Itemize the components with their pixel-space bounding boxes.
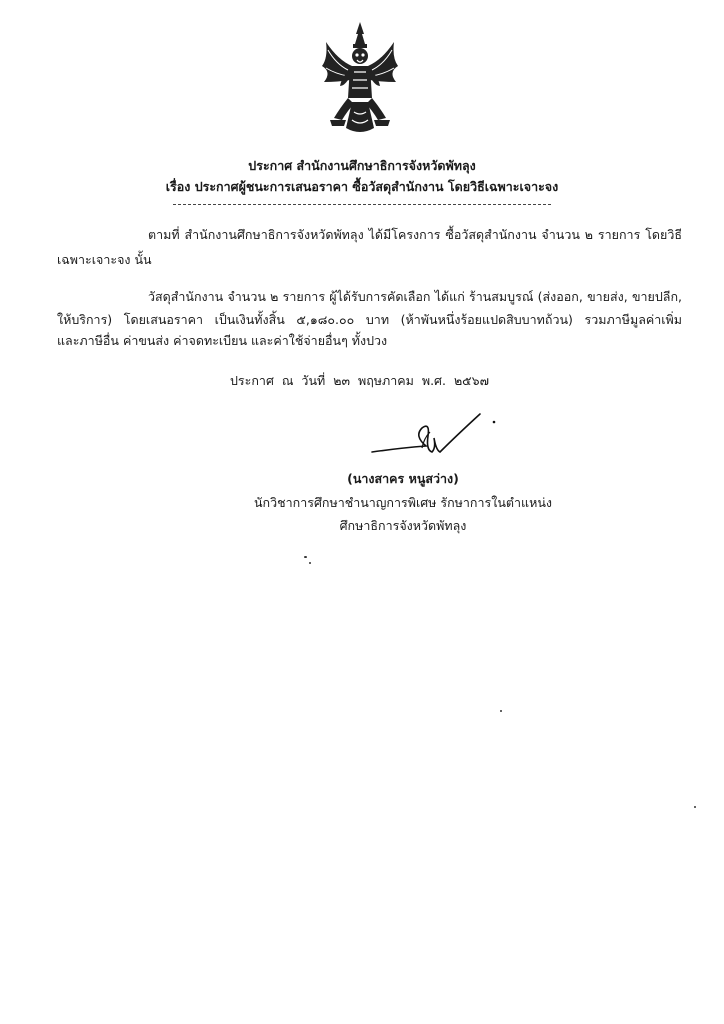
signatory-name: (นางสาคร หนูสว่าง) xyxy=(347,471,459,486)
paragraph-1-line-1: ตามที่ สำนักงานศึกษาธิการจังหวัดพัทลุง ได้มีโครงการ ซื้อวัสดุสำนักงาน จำนวน ๒ รายการ โดยวิธี xyxy=(148,227,682,242)
handwritten-signature-icon xyxy=(370,408,510,460)
title-divider xyxy=(173,204,551,205)
scan-speck xyxy=(304,556,307,558)
announcement-title: ประกาศ สำนักงานศึกษาธิการจังหวัดพัทลุง xyxy=(248,158,476,173)
scan-speck xyxy=(500,710,502,712)
signatory-position: นักวิชาการศึกษาชำนาญการพิเศษ รักษาการในตำแหน่ง xyxy=(254,495,552,510)
paragraph-1-line-2: เฉพาะเจาะจง นั้น xyxy=(57,252,152,267)
paragraph-2-line-2: ให้บริการ) โดยเสนอราคา เป็นเงินทั้งสิ้น ๕,๑๘๐.๐๐ บาท (ห้าพันหนึ่งร้อยแปดสิบบาทถ้วน) รวมภาษีมูลค่าเพิ่ม xyxy=(57,312,682,327)
announcement-subject: เรื่อง ประกาศผู้ชนะการเสนอราคา ซื้อวัสดุสำนักงาน โดยวิธีเฉพาะเจาะจง xyxy=(165,179,559,194)
scan-speck xyxy=(694,806,696,808)
scan-speck xyxy=(309,562,311,564)
paragraph-2-line-1: วัสดุสำนักงาน จำนวน ๒ รายการ ผู้ได้รับการคัดเลือก ได้แก่ ร้านสมบูรณ์ (ส่งออก, ขายส่ง, ขายปลีก, xyxy=(148,289,682,304)
garuda-emblem-icon xyxy=(318,20,402,140)
announcement-date: ประกาศ ณ วันที่ ๒๓ พฤษภาคม พ.ศ. ๒๕๖๗ xyxy=(230,373,489,388)
paragraph-2-line-3: และภาษีอื่น ค่าขนส่ง ค่าจดทะเบียน และค่าใช้จ่ายอื่นๆ ทั้งปวง xyxy=(57,333,388,348)
signatory-office: ศึกษาธิการจังหวัดพัทลุง xyxy=(339,518,467,533)
